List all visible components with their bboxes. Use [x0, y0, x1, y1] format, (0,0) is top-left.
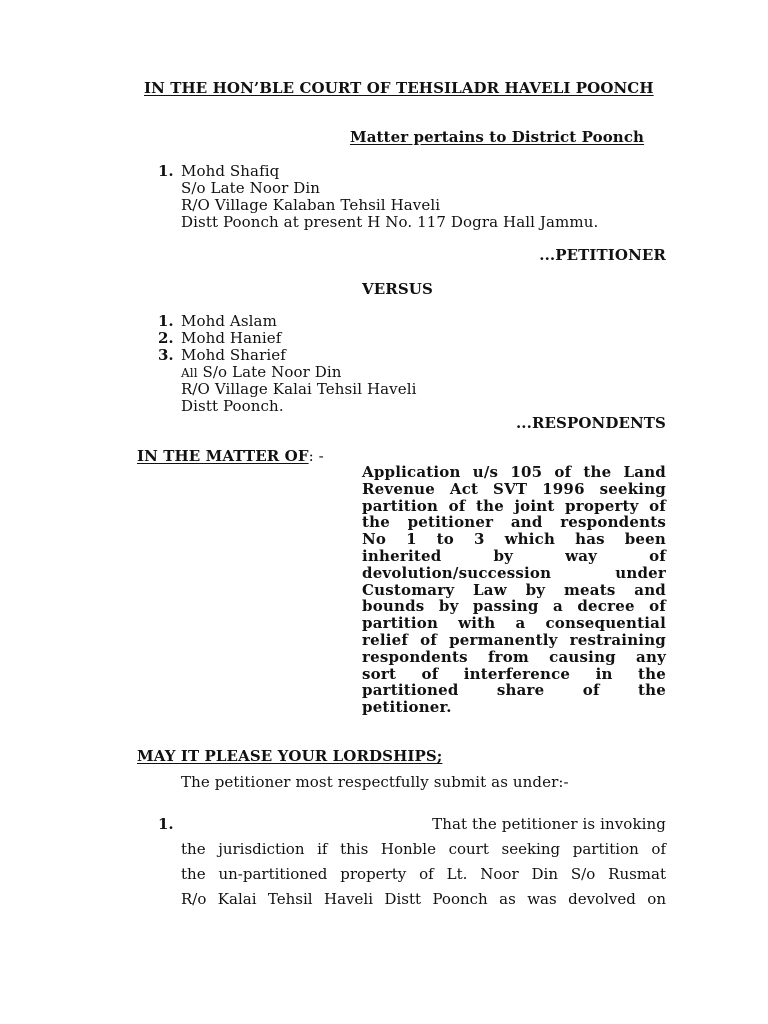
application-line: partitioned share of the: [362, 681, 666, 700]
application-line: sort of interference in the: [362, 664, 666, 683]
application-line: petitioner.: [362, 698, 452, 717]
paragraph-line: the un-partitioned property of Lt. Noor Din S/o Rusmat: [181, 865, 666, 883]
in-the-matter-suffix: : -: [308, 447, 324, 465]
respondent-name: Mohd Sharief: [181, 346, 286, 364]
application-line: Customary Law by meats and: [362, 580, 666, 599]
respondents-residence: R/O Village Kalai Tehsil Haveli: [181, 380, 417, 398]
versus-heading: VERSUS: [362, 280, 433, 298]
paragraph-first-line: That the petitioner is invoking: [432, 815, 666, 833]
application-line: the petitioner and respondents: [362, 513, 666, 532]
petitioner-number: 1.: [158, 162, 174, 180]
respondents-all-prefix: All: [181, 366, 198, 380]
paragraph-number: 1.: [158, 815, 174, 833]
application-line: relief of permanently restraining: [362, 630, 666, 649]
respondents-district: Distt Poonch.: [181, 397, 284, 415]
respondents-label: ...RESPONDENTS: [515, 414, 666, 432]
in-the-matter-heading: [137, 448, 324, 465]
respondent-number: 1.: [158, 312, 174, 330]
respondent-number: 3.: [158, 346, 174, 364]
application-line: partition of the joint property of: [362, 496, 666, 515]
petitioner-parentage: S/o Late Noor Din: [181, 179, 321, 197]
paragraph-line: the jurisdiction if this Honble court seeking partition of: [181, 840, 666, 858]
may-it-please-heading: MAY IT PLEASE YOUR LORDSHIPS;: [137, 747, 443, 765]
petitioner-residence: R/O Village Kalaban Tehsil Haveli: [181, 196, 441, 214]
submission-intro: The petitioner most respectfully submit as under:-: [181, 773, 569, 791]
petitioner-name: Mohd Shafiq: [181, 162, 280, 180]
paragraph-line: R/o Kalai Tehsil Haveli Distt Poonch as was devolved on: [181, 890, 666, 908]
in-the-matter-text: IN THE MATTER OF: [137, 447, 309, 465]
application-line: bounds by passing a decree of: [362, 597, 666, 616]
application-line: No 1 to 3 which has been: [362, 530, 666, 549]
application-line: devolution/succession under: [362, 563, 666, 582]
respondent-name: Mohd Hanief: [181, 329, 282, 347]
respondents-parentage-text: S/o Late Noor Din: [202, 363, 342, 381]
petitioner-label: ...PETITIONER: [539, 246, 666, 264]
application-line: Application u/s 105 of the Land: [362, 463, 666, 481]
respondent-number: 2.: [158, 329, 174, 347]
application-line: Revenue Act SVT 1996 seeking: [362, 479, 666, 498]
court-title: IN THE HON’BLE COURT OF TEHSILADR HAVELI POONCH: [144, 79, 654, 97]
application-description: [362, 464, 666, 716]
application-line: partition with a consequential: [362, 614, 666, 633]
application-line: respondents from causing any: [362, 647, 666, 666]
matter-pertains: Matter pertains to District Poonch: [350, 128, 645, 146]
application-line: inherited by way of: [362, 546, 666, 565]
respondent-name: Mohd Aslam: [181, 312, 277, 330]
petitioner-address: Distt Poonch at present H No. 117 Dogra Hall Jammu.: [181, 213, 599, 231]
